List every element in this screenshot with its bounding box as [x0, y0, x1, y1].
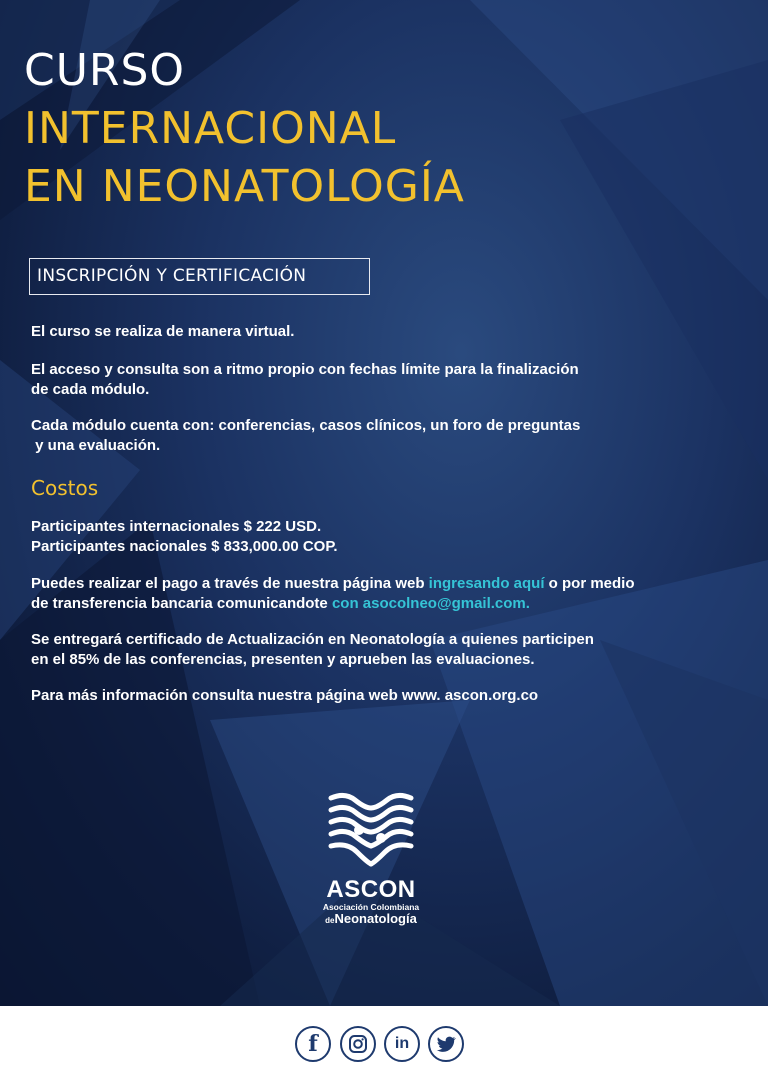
certificate-line1: Se entregará certificado de Actualización en Neonatología a quienes participen [31, 631, 594, 648]
section-title-box: INSCRIPCIÓN Y CERTIFICACIÓN [29, 258, 370, 295]
linkedin-button[interactable] [384, 1026, 420, 1062]
logo-subtitle-neonatologia: Neonatología [334, 911, 417, 926]
course-title [24, 42, 465, 216]
paragraph-access [31, 360, 579, 399]
payment-line2-prefix: de transferencia bancaria comunicandote [31, 594, 332, 612]
costs-list [31, 517, 338, 556]
payment-link[interactable]: ingresando aquí [428, 575, 545, 592]
twitter-icon [435, 1033, 457, 1055]
cost-international: Participantes internacionales $ 222 USD. [31, 518, 322, 535]
twitter-button[interactable] [428, 1026, 464, 1062]
logo-subtitle-line1: Asociación Colombiana [322, 902, 420, 912]
paragraph-access-line2: de cada módulo. [31, 380, 150, 398]
paragraph-virtual: El curso se realiza de manera virtual. [31, 323, 295, 340]
paragraph-modules [31, 416, 580, 455]
paragraph-payment [31, 574, 635, 613]
facebook-icon: f [308, 1031, 318, 1057]
logo-subtitle-de: de [325, 916, 335, 925]
paragraph-certificate [31, 630, 594, 669]
costs-heading: Costos [31, 476, 99, 500]
certificate-line2: en el 85% de las conferencias, presenten y aprueben las evaluaciones. [31, 650, 535, 668]
title-line-curso: CURSO [24, 45, 186, 96]
linkedin-icon: in [394, 1035, 410, 1052]
cost-national: Participantes nacionales $ 833,000.00 COP. [31, 537, 338, 555]
title-line-internacional: INTERNACIONAL [24, 103, 397, 154]
paragraph-modules-line2: y una evaluación. [31, 436, 161, 454]
payment-line1-prefix: Puedes realizar el pago a través de nuestra página web [31, 575, 429, 592]
instagram-button[interactable] [340, 1026, 376, 1062]
payment-line1-suffix: o por medio [544, 575, 635, 592]
footer [0, 1006, 768, 1085]
logo-name: ASCON [326, 876, 416, 903]
instagram-icon [347, 1033, 369, 1055]
paragraph-access-line1: El acceso y consulta son a ritmo propio con fechas límite para la finalización [31, 361, 579, 378]
paragraph-modules-line1: Cada módulo cuenta con: conferencias, casos clínicos, un foro de preguntas [31, 417, 581, 434]
facebook-button[interactable] [295, 1026, 331, 1062]
payment-email-link[interactable]: con asocolneo@gmail.com. [331, 594, 530, 612]
ascon-logo-mark [325, 790, 417, 876]
title-line-neonatologia: EN NEONATOLOGÍA [24, 161, 465, 212]
logo-subtitle-line2 [316, 912, 426, 928]
ascon-logo [316, 790, 426, 928]
paragraph-more-info: Para más información consulta nuestra página web www. ascon.org.co [31, 687, 539, 704]
